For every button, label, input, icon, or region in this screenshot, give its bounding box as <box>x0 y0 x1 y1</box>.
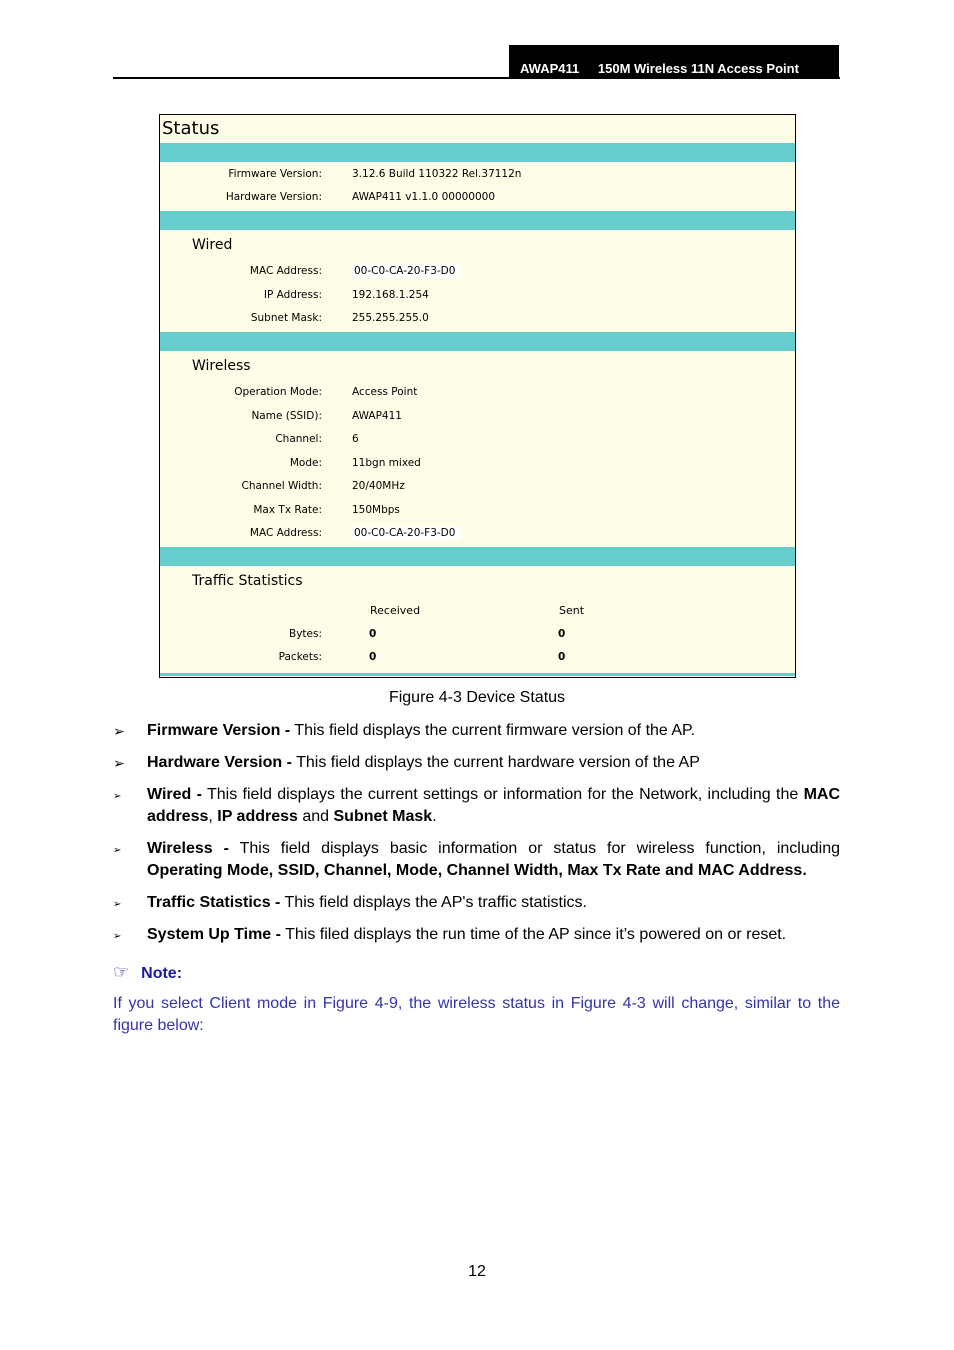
channel-label: Channel: <box>275 433 322 445</box>
bullet-term: Wireless - <box>147 840 229 857</box>
bullet-text: . <box>432 808 437 825</box>
figure-caption: Figure 4-3 Device Status <box>388 689 566 706</box>
mode-value: 11bgn mixed <box>352 457 421 469</box>
wired-mac-value: 00-C0-CA-20-F3-D0 <box>352 264 461 278</box>
wired-mask-label: Subnet Mask: <box>250 312 322 324</box>
op-mode-value: Access Point <box>352 386 418 398</box>
header-title-bar <box>509 45 839 79</box>
traffic-title: Traffic Statistics <box>192 573 303 589</box>
wireless-title: Wireless <box>192 358 251 374</box>
bullet-text: This field displays the current settings or information for the Network, including the <box>201 786 804 803</box>
section-band <box>160 143 795 162</box>
bullet-uptime <box>113 924 840 946</box>
section-band <box>160 332 795 351</box>
bullet-term: Operating Mode, SSID, Channel, Mode, Channel Width, Max Tx Rate and MAC Address. <box>147 862 807 879</box>
wireless-mac-value: 00-C0-CA-20-F3-D0 <box>352 526 461 540</box>
bullet-text: This field displays the current firmware version of the AP. <box>290 722 696 739</box>
bullet-text: , <box>208 808 218 825</box>
bullet-term: MAC address <box>147 786 841 825</box>
received-column-header: Received <box>370 604 421 617</box>
panel-title: Status <box>162 118 220 139</box>
hardware-label: Hardware Version: <box>225 191 322 203</box>
arrow-bullet-icon: ➢ <box>113 931 122 942</box>
bullet-text: This filed displays the run time of the AP since it’s powered on or reset. <box>280 926 787 943</box>
bullet-firmware <box>113 720 840 742</box>
bullet-wireless <box>113 838 840 882</box>
firmware-value: 3.12.6 Build 110322 Rel.37112n <box>352 168 522 180</box>
mode-label: Mode: <box>289 457 322 469</box>
bullet-term: IP address <box>217 808 298 825</box>
ssid-value: AWAP411 <box>352 410 402 422</box>
note-text: If you select Client mode in Figure 4-9, the wireless status in Figure 4-3 will change, similar to the figure below: <box>113 995 840 1034</box>
channel-width-value: 20/40MHz <box>352 480 405 492</box>
wired-title: Wired <box>192 237 233 253</box>
wired-ip-label: IP Address: <box>263 289 322 301</box>
header-model: AWAP411 <box>520 61 580 76</box>
op-mode-label: Operation Mode: <box>234 386 322 398</box>
sent-column-header: Sent <box>559 604 585 617</box>
bytes-sent: 0 <box>558 628 566 640</box>
channel-width-label: Channel Width: <box>241 480 322 492</box>
wired-ip-value: 192.168.1.254 <box>352 289 429 301</box>
channel-value: 6 <box>352 433 359 445</box>
note-label: Note: <box>141 965 183 982</box>
arrow-bullet-icon: ➢ <box>113 845 122 856</box>
wired-mask-value: 255.255.255.0 <box>352 312 429 324</box>
wired-mac-label: MAC Address: <box>249 265 322 277</box>
section-band <box>160 211 795 230</box>
bullet-term: Subnet Mask <box>333 808 433 825</box>
arrow-bullet-icon: ➢ <box>113 755 125 771</box>
packets-received: 0 <box>369 651 377 663</box>
arrow-bullet-icon: ➢ <box>113 723 125 739</box>
packets-sent: 0 <box>558 651 566 663</box>
section-band <box>160 547 795 566</box>
arrow-bullet-icon: ➢ <box>113 791 122 802</box>
bullet-traffic <box>113 892 840 914</box>
bytes-label: Bytes: <box>288 628 322 640</box>
header-product: 150M Wireless 11N Access Point <box>597 61 799 76</box>
max-tx-rate-label: Max Tx Rate: <box>253 504 322 516</box>
pointing-hand-icon: ☞ <box>113 962 130 982</box>
bullet-term: Wired - <box>147 786 202 803</box>
bullet-text: This field displays the AP's traffic statistics. <box>280 894 587 911</box>
bullet-term: Firmware Version - <box>147 722 291 739</box>
bullet-text: and <box>297 808 334 825</box>
note-heading <box>113 962 182 983</box>
bullet-text: This field displays the current hardware version of the AP <box>291 754 700 771</box>
packets-label: Packets: <box>278 651 322 663</box>
bullet-term: System Up Time - <box>147 926 281 943</box>
page-number: 12 <box>468 1263 486 1280</box>
header-rule <box>113 77 840 79</box>
arrow-bullet-icon: ➢ <box>113 899 122 910</box>
ssid-label: Name (SSID): <box>251 410 322 422</box>
bullet-hardware <box>113 752 840 774</box>
bullet-text: This field displays basic information or status for wireless function, including <box>228 840 840 857</box>
wireless-mac-label: MAC Address: <box>249 527 322 539</box>
max-tx-rate-value: 150Mbps <box>352 504 400 516</box>
bullet-term: Traffic Statistics - <box>147 894 281 911</box>
bytes-received: 0 <box>369 628 377 640</box>
section-band <box>160 673 795 676</box>
status-panel <box>159 114 796 678</box>
bullet-wired <box>113 784 840 828</box>
bullet-term: Hardware Version - <box>147 754 292 771</box>
hardware-value: AWAP411 v1.1.0 00000000 <box>352 191 496 203</box>
firmware-label: Firmware Version: <box>228 168 322 180</box>
